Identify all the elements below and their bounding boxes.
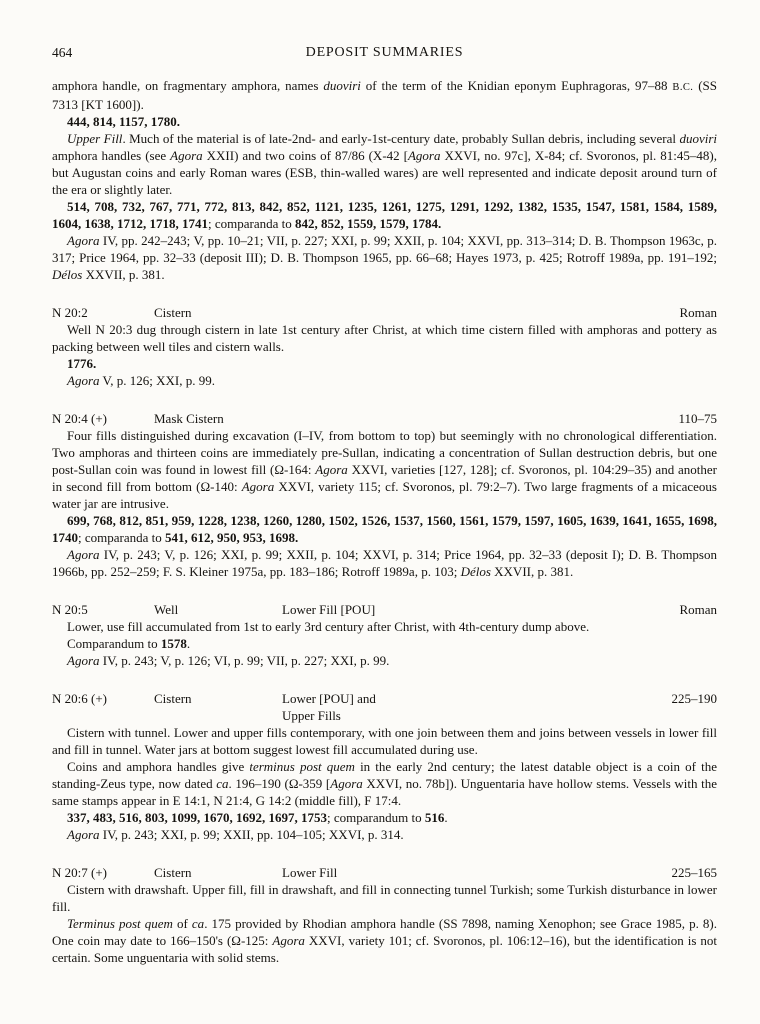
text-run: XXII) and two coins of 87/86 (X-42 [	[202, 148, 408, 163]
text-run: Lower, use fill accumulated from 1st to early 3rd century after Christ, with 4th-century dump above.	[67, 619, 590, 634]
text-run: 337, 483, 516, 803, 1099, 1670, 1692, 1697, 1753	[67, 810, 327, 825]
text-run: Four fills distinguished during excavation (I–IV, from bottom to top) but seemingly with no chronological differentiation. Two amphoras and thirteen coins are immediately pre-Sullan, indicating a concentration of Sullan destruction debris, but one post-Sullan coin was found in lowest fill (Ω-164:	[52, 428, 717, 477]
entry-paragraph	[52, 724, 717, 758]
text-run: ; comparanda to	[208, 216, 295, 231]
text-run: duoviri	[679, 131, 717, 146]
text-run: Agora	[67, 827, 100, 842]
text-run: Agora	[315, 462, 348, 477]
text-run: .	[444, 810, 448, 825]
entry-header	[52, 690, 717, 724]
text-run: amphora handles (see	[52, 148, 171, 163]
deposit-fill-line: Upper Fills	[282, 708, 341, 723]
references-paragraph	[52, 826, 717, 843]
entry-paragraph	[52, 635, 717, 652]
deposit-fill-line: Lower [POU] and	[282, 691, 376, 706]
text-run: Cistern with drawshaft. Upper fill, fill in drawshaft, and fill in connecting tunnel Turkish; some Turkish disturbance in lower fill.	[52, 882, 717, 914]
text-run: 842, 852, 1559, 1579, 1784.	[295, 216, 442, 231]
text-run: Agora	[170, 148, 203, 163]
deposit-type: Cistern	[154, 691, 192, 706]
text-run: Agora	[330, 776, 363, 791]
text-run: Well N 20:3 dug through cistern in late 1st century after Christ, at which time cistern filled with amphoras and pottery as packing between well tiles and cistern walls.	[52, 322, 717, 354]
text-run: of	[172, 916, 192, 931]
text-run: Cistern with tunnel. Lower and upper fills contemporary, with one join between them and joins between vessels in lower fill and fill in tunnel. Water jars at bottom suggest lowest fill accumulated during use.	[52, 725, 717, 757]
entry-header	[52, 864, 717, 881]
text-run: XXVII, p. 381.	[82, 267, 165, 282]
text-run: terminus post quem	[249, 759, 355, 774]
text-run: IV, pp. 242–243; V, pp. 10–21; VII, p. 227; XXI, p. 99; XXII, p. 104; XXVI, pp. 313–314; D. B. Thompson 1963c, p. 317; Price 1964, pp. 32–33 (deposit III); D. B. Thompson 1965, pp. 66–68; Hayes 1973, p. 425; Rotroff 1989a, pp. 191–192;	[52, 233, 717, 265]
upper-fill-paragraph	[52, 130, 717, 198]
catalog-numbers	[52, 113, 717, 130]
deposit-entry-n20-7	[52, 864, 717, 966]
text-run: 444, 814, 1157, 1780.	[67, 114, 181, 129]
text-run: .	[186, 636, 191, 651]
text-run: Comparandum to	[67, 636, 161, 651]
deposit-type: Well	[154, 602, 179, 617]
deposit-entry-n20-6	[52, 690, 717, 843]
entry-header	[52, 304, 717, 321]
catalog-numbers	[52, 355, 717, 372]
deposit-date: 225–165	[671, 865, 717, 880]
text-run: Agora	[67, 373, 100, 388]
text-run: . 196–190 (Ω-359 [	[228, 776, 331, 791]
text-run: Agora	[241, 479, 275, 494]
text-run: Agora	[67, 547, 100, 562]
text-run: of the term of the Knidian eponym Euphragoras, 97–88	[360, 78, 673, 93]
text-run: 699, 768, 812, 851, 959, 1228, 1238, 1260, 1280, 1502, 1526, 1537, 1560, 1561, 1579, 1597, 1605, 1639, 1641, 1655, 1698, 1740	[52, 513, 717, 545]
deposit-id: N 20:7 (+)	[52, 865, 107, 880]
text-run: B.C.	[672, 82, 694, 93]
text-run: 516	[424, 810, 445, 825]
deposit-type: Mask Cistern	[154, 411, 224, 426]
references-paragraph	[52, 652, 717, 669]
deposit-id: N 20:4 (+)	[52, 411, 107, 426]
text-run: 1776.	[67, 356, 97, 371]
deposit-fill	[282, 601, 679, 618]
entry-paragraph	[52, 618, 717, 635]
text-run: ; comparandum to	[327, 810, 425, 825]
text-run: XXVII, p. 381.	[490, 564, 574, 579]
deposit-fill	[282, 690, 672, 724]
deposit-date: 110–75	[678, 411, 717, 426]
text-run: XXVI, variety 115; cf. Svoronos, pl. 79:2–7). Two large fragments of a micaceous water jar are intrusive.	[52, 479, 717, 511]
deposit-type: Cistern	[154, 865, 192, 880]
text-run: in the early 2nd century; the latest datable object is a coin of the standing-Zeus type, now dated	[52, 759, 717, 791]
text-run: IV, p. 243; V, p. 126; VI, p. 99; VII, p. 227; XXI, p. 99.	[99, 653, 390, 668]
text-run: Upper Fill	[67, 131, 123, 146]
text-run: ; comparanda to	[78, 530, 165, 545]
entry-paragraph	[52, 881, 717, 915]
text-run: IV, p. 243; XXI, p. 99; XXII, pp. 104–105; XXVI, p. 314.	[99, 827, 404, 842]
entry-paragraph	[52, 427, 717, 512]
text-run: Coins and amphora handles give	[67, 759, 250, 774]
entry-header	[52, 410, 717, 427]
text-run: 541, 612, 950, 953, 1698.	[165, 530, 299, 545]
text-run: Agora	[407, 148, 441, 163]
deposit-type: Cistern	[154, 305, 192, 320]
entry-header	[52, 601, 717, 618]
text-run: 1578	[160, 636, 187, 651]
text-run: . 175 provided by Rhodian amphora handle (SS 7898, naming Xenophon; see Grace 1985, p. 8). One coin may date to 166–150's (Ω-125:	[52, 916, 717, 948]
text-run: Délos	[52, 267, 83, 282]
deposit-fill-line: Lower Fill [POU]	[282, 602, 376, 617]
deposit-date: 225–190	[671, 691, 717, 706]
page-number: 464	[52, 45, 73, 60]
catalog-numbers	[52, 198, 717, 232]
text-run: . Much of the material is of late-2nd- and early-1st-century date, probably Sullan debris, including several	[122, 131, 680, 146]
deposit-date: Roman	[679, 305, 717, 320]
deposit-entry-n20-2	[52, 304, 717, 389]
entry-paragraph	[52, 915, 717, 966]
deposit-id: N 20:6 (+)	[52, 691, 107, 706]
text-run: IV, p. 243; V, p. 126; XXI, p. 99; XXII, p. 104; XXVI, p. 314; Price 1964, pp. 32–33 (deposit I); D. B. Thompson 1966b, pp. 252–259; F. S. Kleiner 1975a, pp. 183–186; Rotroff 1989a, p. 103;	[52, 547, 717, 579]
text-run: XXVI, variety 101; cf. Svoronos, pl. 106:12–16), but the identification is not certain. Some unguentaria with solid stems.	[52, 933, 717, 965]
entry-paragraph	[52, 758, 717, 809]
entry-paragraph	[52, 321, 717, 355]
text-run: 514, 708, 732, 767, 771, 772, 813, 842, 852, 1121, 1235, 1261, 1275, 1291, 1292, 1382, 1535, 1547, 1581, 1584, 1589, 1604, 1638, 1712, 1718, 1741	[52, 199, 717, 231]
references-paragraph	[52, 546, 717, 580]
text-run: (SS 7313 [KT 1600]).	[52, 78, 717, 112]
text-run: Agora	[67, 233, 100, 248]
references-paragraph	[52, 232, 717, 283]
text-run: ca	[191, 916, 205, 931]
text-run: Agora	[67, 653, 100, 668]
page-header	[52, 44, 717, 62]
catalog-numbers	[52, 512, 717, 546]
text-run: duoviri	[323, 78, 361, 93]
text-run: V, p. 126; XXI, p. 99.	[99, 373, 215, 388]
carryover-paragraph	[52, 77, 717, 113]
text-run: XXVI, no. 97c], X-84; cf. Svoronos, pl. 81:45–48), but Augustan coins and early Roman wares (ESB, thin-walled wares) are well represented and indicate deposit around turn of the era or slightly later.	[52, 148, 717, 197]
deposit-fill-line: Lower Fill	[282, 865, 338, 880]
references-paragraph	[52, 372, 717, 389]
page-body	[52, 77, 717, 966]
text-run: XXVI, no. 78b]). Unguentaria have hollow stems. Vessels with the same stamps appear in E 14:1, N 21:4, G 14:2 (middle fill), F 17:4.	[52, 776, 717, 808]
text-run: XXVI, varieties [127, 128]; cf. Svoronos, pl. 104:29–35) and another in second fill from bottom (Ω-140:	[52, 462, 717, 494]
text-run: Délos	[460, 564, 491, 579]
text-run: Terminus post quem	[67, 916, 173, 931]
deposit-date: Roman	[679, 602, 717, 617]
running-title: DEPOSIT SUMMARIES	[305, 45, 464, 60]
deposit-fill	[282, 864, 672, 881]
text-run: Agora	[272, 933, 305, 948]
deposit-id: N 20:5	[52, 602, 88, 617]
deposit-id: N 20:2	[52, 305, 88, 320]
text-run: amphora handle, on fragmentary amphora, names	[52, 78, 324, 93]
deposit-entry-n20-4	[52, 410, 717, 580]
catalog-numbers	[52, 809, 717, 826]
text-run: ca	[216, 776, 229, 791]
deposit-entry-n20-5	[52, 601, 717, 669]
